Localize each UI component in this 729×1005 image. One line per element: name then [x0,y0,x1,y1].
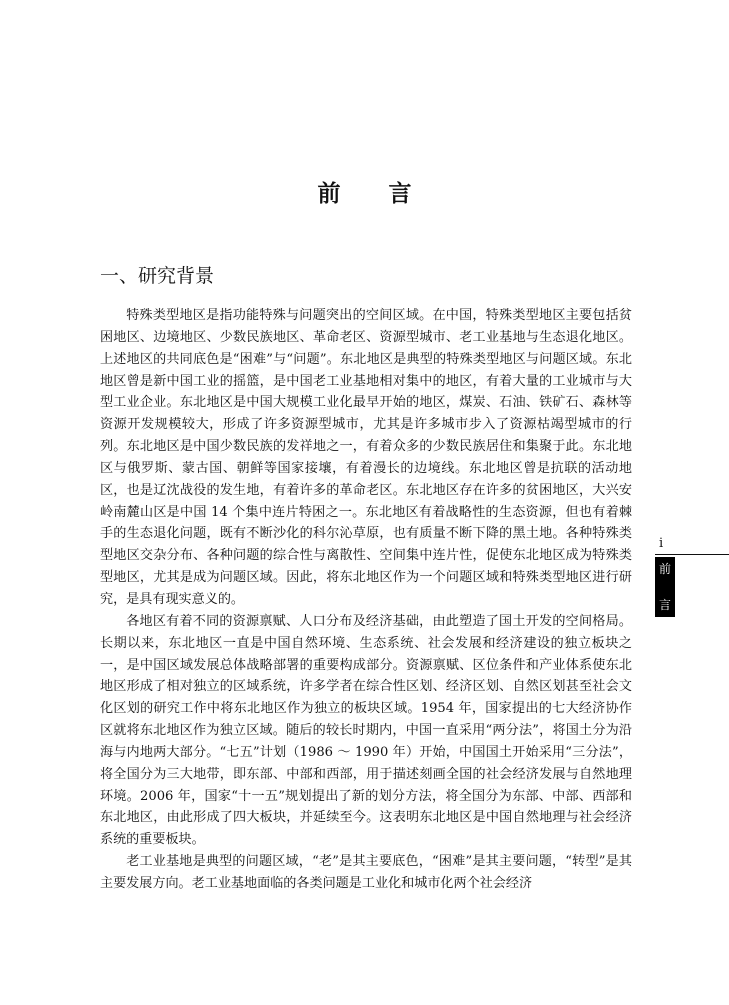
page-number: i [659,536,664,551]
side-tab-char-2: 言 [658,598,671,612]
side-tab-char-1: 前 [658,562,671,576]
paragraph-3: 老工业基地是典型的问题区域，“老”是其主要底色，“困难”是其主要问题，“转型”是其主要发展方向。老工业基地面临的各类问题是工业化和城市化两个社会经济 [100,854,632,891]
body-text [100,305,632,895]
chapter-side-tab [655,557,675,617]
margin-divider [655,554,729,555]
chapter-title: 前言 [317,181,460,207]
paragraph-2: 各地区有着不同的资源禀赋、人口分布及经济基础，由此塑造了国土开发的空间格局。长期以来，东北地区一直是中国自然环境、生态系统、社会发展和经济建设的独立板块之一，是中国区域发展总体战略部署的重要构成部分。资源禀赋、区位条件和产业体系使东北地区形成了相对独立的区域系统，许多学者在综合性区划、经济区划、自然区划甚至社会文化区划的研究工作中将东北地区作为独立的板块区域。1954 年，国家提出的七大经济协作区就将东北地区作为独立区域。随后的较长时期内，中国一直采用“两分法”，将国土分为沿海与内地两大部分。“七五”计划（1986 ～ 1990 年）开始，中国国土开始采用“三分法”，将全国分为三大地带，即东部、中部和西部，用于描述刻画全国的社会经济发展与自然地理环境。2006 年，国家“十一五”规划提出了新的划分方法，将全国分为东部、中部、西部和东北地区，由此形成了四大板块，并延续至今。这表明东北地区是中国自然地理与社会经济系统的重要板块。 [100,613,632,848]
paragraph-1: 特殊类型地区是指功能特殊与问题突出的空间区域。在中国，特殊类型地区主要包括贫困地区、边境地区、少数民族地区、革命老区、资源型城市、老工业基地与生态退化地区。上述地区的共同底色是“困难”与“问题”。东北地区是典型的特殊类型地区与问题区域。东北地区曾是新中国工业的摇篮，是中国老工业基地相对集中的地区，有着大量的工业城市与大型工业企业。东北地区是中国大规模工业化最早开始的地区，煤炭、石油、铁矿石、森林等资源开发规模较大，形成了许多资源型城市，尤其是许多城市步入了资源枯竭型城市的行列。东北地区是中国少数民族的发祥地之一，有着众多的少数民族居住和集聚于此。东北地区与俄罗斯、蒙古国、朝鲜等国家接壤，有着漫长的边境线。东北地区曾是抗联的活动地区，也是辽沈战役的发生地，有着许多的革命老区。东北地区存在许多的贫困地区，大兴安岭南麓山区是中国 14 个集中连片特困之一。东北地区有着战略性的生态资源，但也有着棘手的生态退化问题，既有不断沙化的科尔沁草原，也有质量不断下降的黑土地。各种特殊类型地区交杂分布、各种问题的综合性与离散性、空间集中连片性，促使东北地区成为特殊类型地区，尤其是成为问题区域。因此，将东北地区作为一个问题区域和特殊类型地区进行研究，是具有现实意义的。 [100,308,632,607]
section-heading: 一、研究背景 [100,265,215,287]
